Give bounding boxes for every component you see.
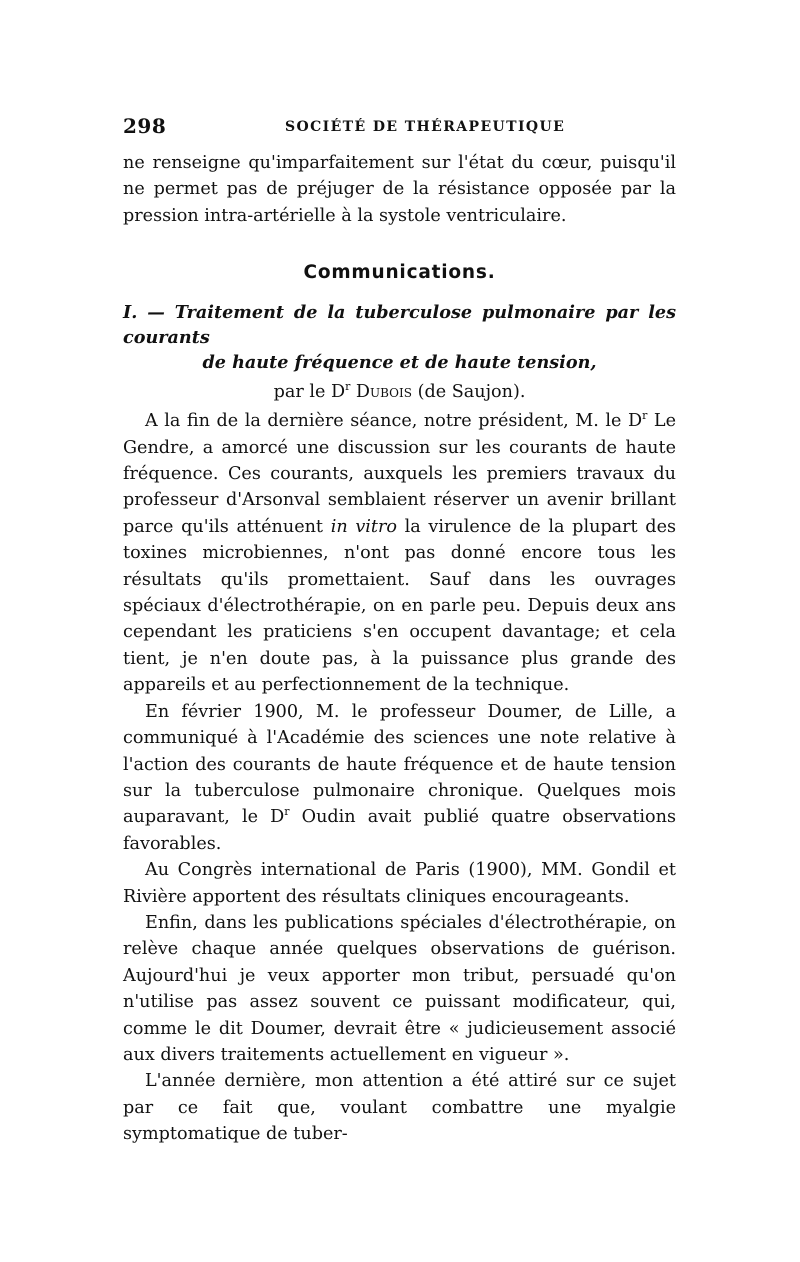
- running-title: SOCIÉTÉ DE THÉRAPEUTIQUE: [285, 119, 566, 135]
- paragraph-1-part-a: A la fin de la dernière séance, notre président, M. le D: [145, 411, 643, 432]
- author-place: (de Saujon).: [417, 382, 526, 403]
- paragraph-4: Enfin, dans les publications spéciales d'électrothérapie, on relève chaque année quelques observations de guérison. Aujourd'hui je veux apporter mon tribut, persuadé qu'on n'utilise pas assez souvent ce puissant modificateur, qui, comme le dit Doumer, devrait être « judicieusement associé aux divers traitements actuellement en vigueur ».: [123, 912, 676, 1065]
- paragraph-2: [123, 699, 676, 857]
- paragraph-5: L'année dernière, mon attention a été attiré sur ce sujet par ce fait que, voulant combattre une myalgie symptomatique de tuber-: [123, 1071, 676, 1145]
- paragraph-1-italic: in vitro: [330, 516, 397, 537]
- article-title-line-1: [123, 300, 676, 350]
- paragraph-1-superscript: r: [642, 409, 648, 423]
- page-header: [123, 114, 676, 138]
- paragraph-1-part-c: la virulence de la plupart des toxines microbiennes, n'ont pas donné encore tous les résultats qu'ils promettaient. Sauf dans les ouvrages spéciaux d'électrothérapie, on en parle peu. Depuis deux ans cependant les praticiens s'en occupent davantage; et cela tient, je n'en doute pas, à la puissance plus grande des appareils et au perfectionnement de la technique.: [123, 516, 677, 696]
- paragraph-2-part-b: Oudin avait publié quatre observations favorables.: [123, 807, 676, 854]
- intro-paragraph: ne renseigne qu'imparfaitement sur l'état du cœur, puisqu'il ne permet pas de préjuger de la résistance opposée par la pression intra-artérielle à la systole ventriculaire.: [123, 153, 676, 226]
- paragraph-1: [123, 408, 676, 698]
- paragraph-2-part-a: En février 1900, M. le professeur Doumer, de Lille, a communiqué à l'Académie des sciences une note relative à l'action des courants de haute fréquence et de haute tension sur la tuberculose pulmonaire chronique. Quelques mois auparavant, le D: [123, 701, 676, 828]
- page-number: 298: [123, 114, 167, 138]
- article-title-line-2: de haute fréquence et de haute tension,: [202, 352, 597, 374]
- article-title: [123, 300, 676, 375]
- paragraph-2-superscript: r: [284, 805, 290, 819]
- article-number: I. —: [123, 302, 165, 324]
- author-name: Dubois: [355, 382, 412, 403]
- paragraph-1-part-b: Le Gendre, a amorcé une discussion sur les courants de haute fréquence. Ces courants, auxquels les premiers travaux du professeur d'Arsonval semblaient réserver un avenir brillant parce qu'ils atténuent: [123, 411, 676, 537]
- paragraph-3: Au Congrès international de Paris (1900), MM. Gondil et Rivière apportent des résultats cliniques encourageants.: [123, 860, 676, 907]
- author-title-superscript: r: [345, 380, 351, 394]
- page-body: [123, 150, 676, 1148]
- article-author: [123, 379, 676, 405]
- section-title: Communications.: [303, 262, 496, 284]
- author-prefix: par le D: [273, 382, 346, 403]
- article-title-text-1: Traitement de la tuberculose pulmonaire par les courants: [123, 302, 676, 349]
